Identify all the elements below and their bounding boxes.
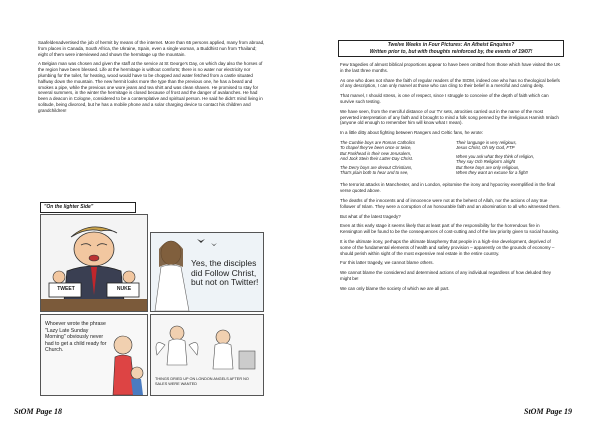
left-page-number: StOM Page 18	[14, 407, 62, 416]
cartoon-disciples-twitter	[150, 232, 264, 312]
right-paragraph-6: The terrorist attacks in Manchester, and in London, epitomise the irony and hypocrisy exemplified in the final verse quoted above.	[340, 182, 556, 194]
poem-right-column	[456, 140, 562, 178]
cartoon-london-angels	[150, 314, 264, 396]
article-title: Twelve Weeks in Four Pictures: An Atheist Enquires?	[387, 42, 515, 48]
right-paragraph-11: For this latter tragedy, we cannot blame others.	[340, 260, 434, 266]
right-paragraph-8: But what of the latest tragedy?	[340, 213, 401, 219]
article-subtitle: Written prior to, but with thoughts reinforced by, the events of 19/07!	[369, 48, 533, 55]
poem-stanza-3: The Derry boys are devout Christians, That's plain both to hear and to see,	[340, 164, 413, 175]
right-page	[300, 0, 600, 424]
article-heading-box	[338, 40, 564, 57]
cartoon-lazy-sunday	[40, 314, 148, 396]
cartoon-trump-tweet	[40, 214, 148, 312]
left-paragraph-1: Saafeldenadvertised the job of hermit by means of the internet. More than 65 persons applied, many from abroad, from places in Canada, South Africa, the Ukraine, Spain, even a single woman, a Buddhist nun from Thailand; eight of them were interviewed and shown the hermitage up the mountain.	[38, 40, 265, 57]
right-paragraph-2: As one who does not share the faith of regular readers of the StOM, indeed one who has no theological beliefs of any description, I can only marvel at those who can cling to their belief in a merciful and caring deity.	[340, 77, 560, 89]
right-page-number: StOM Page 19	[524, 407, 572, 416]
cartoon-trump-illustration	[41, 215, 147, 311]
lazy-sunday-caption: Whoever wrote the phrase "Lazy Late Sunday Morning" obviously never had to get a child ready for Church.	[45, 321, 107, 354]
right-paragraph-4: We have seen, from the merciful distance of our TV sets, atrocities carried out in the name of the most perverted interpretation of any faith and it brought to mind a folk song penned by the irreligious Hamish Imlach (anyone old enough to remember him will know what I mean).	[340, 108, 559, 126]
right-paragraph-13: We can only blame the society of which we are all part.	[340, 285, 450, 291]
poem-stanza-1: The Cumbie boys are Roman Catholics To chapel they've been once or twice, But Parkhead is their new Jerusalem, And Jock Stein their Latter-Day Christ.	[340, 139, 415, 162]
right-text-column	[340, 62, 562, 296]
nuke-sign-label: NUKE	[116, 286, 132, 292]
left-paragraph-2: A Belgian man was chosen and given the staff at the service at St George's Day, on which day also the horses of the region have been blessed. Life at the hermitage is without comforts; there is no water nor electricity nor plumbing for the toilet, for heating, wood would have to be chopped and water fetched from a castle situated halfway down the mountain. The new hermit looks more the type than the previous one, he has a beard and smokes a pipe, while the previous one wore jeans and tea shirt and was clean shaven. He promised to stay for several summers, in the winter the hermitage is closed because of frost and the danger of avalanches. He had been a deacon in Cologne, considered to be a contemplative and spiritual person. He said he didn't mind living in solitude, being divorced, but he has a mobile phone and a solar charging device to contact his children and grandchildren!	[38, 61, 263, 113]
disciples-caption: Yes, the disciples did Follow Christ, but not on Twitter!	[191, 258, 259, 287]
left-text-column	[38, 40, 266, 118]
poem-block	[340, 140, 562, 178]
poem-stanza-2: Their language is very religious, Jesus Christ, Oh My God, FTP	[456, 139, 517, 151]
right-paragraph-9: Even at this early stage it seems likely that at least part of the responsibility for the horrendous fire in Kensington will be found to be the consequences of cost-cutting and of the low priority given to social housing.	[340, 223, 560, 235]
right-paragraph-3: That marvel, I should stress, is one of respect, since I struggle to conceive of the depth of faith which can survive such testing.	[340, 93, 549, 104]
right-paragraph-7: The deaths of the innocents and of innocence were not at the behest of Allah, nor the actions of any true follower of Islam. They were a corruption of an honourable faith and an abomination to all who witnessed them.	[340, 198, 561, 209]
right-paragraph-5: In a little ditty about fighting between Rangers and Celtic fans, he wrote:	[340, 130, 484, 136]
poem-left-column	[340, 140, 446, 178]
angels-caption: THINGS DRIED UP ON LONDON ANGELS AFTER NO SALES WERE WANTED	[155, 377, 249, 386]
right-paragraph-12: We cannot blame the considered and determined actions of any individual regardless of how deluded they might be!	[340, 270, 552, 281]
poem-stanza-4: When you ask what they think of religion, They say Och Religion's alright But these boys are only religious, When they want an excuse for a fight!	[456, 153, 535, 175]
lighter-side-heading: "On the lighter Side"	[40, 202, 136, 213]
right-paragraph-1: Few tragedies of almost biblical proportions appear to have been omitted from those which have visited the UK in the last three months.	[340, 62, 561, 73]
right-paragraph-10: It is the ultimate irony, perhaps the ultimate blasphemy that people in a high-rise development, deprived of some of the fundamental elements of health and safety provision – apparently on the grounds of economy – should perish within sight of the most expensive real estate in the entire country.	[340, 238, 555, 256]
tweet-sign-label: TWEET	[57, 286, 75, 292]
